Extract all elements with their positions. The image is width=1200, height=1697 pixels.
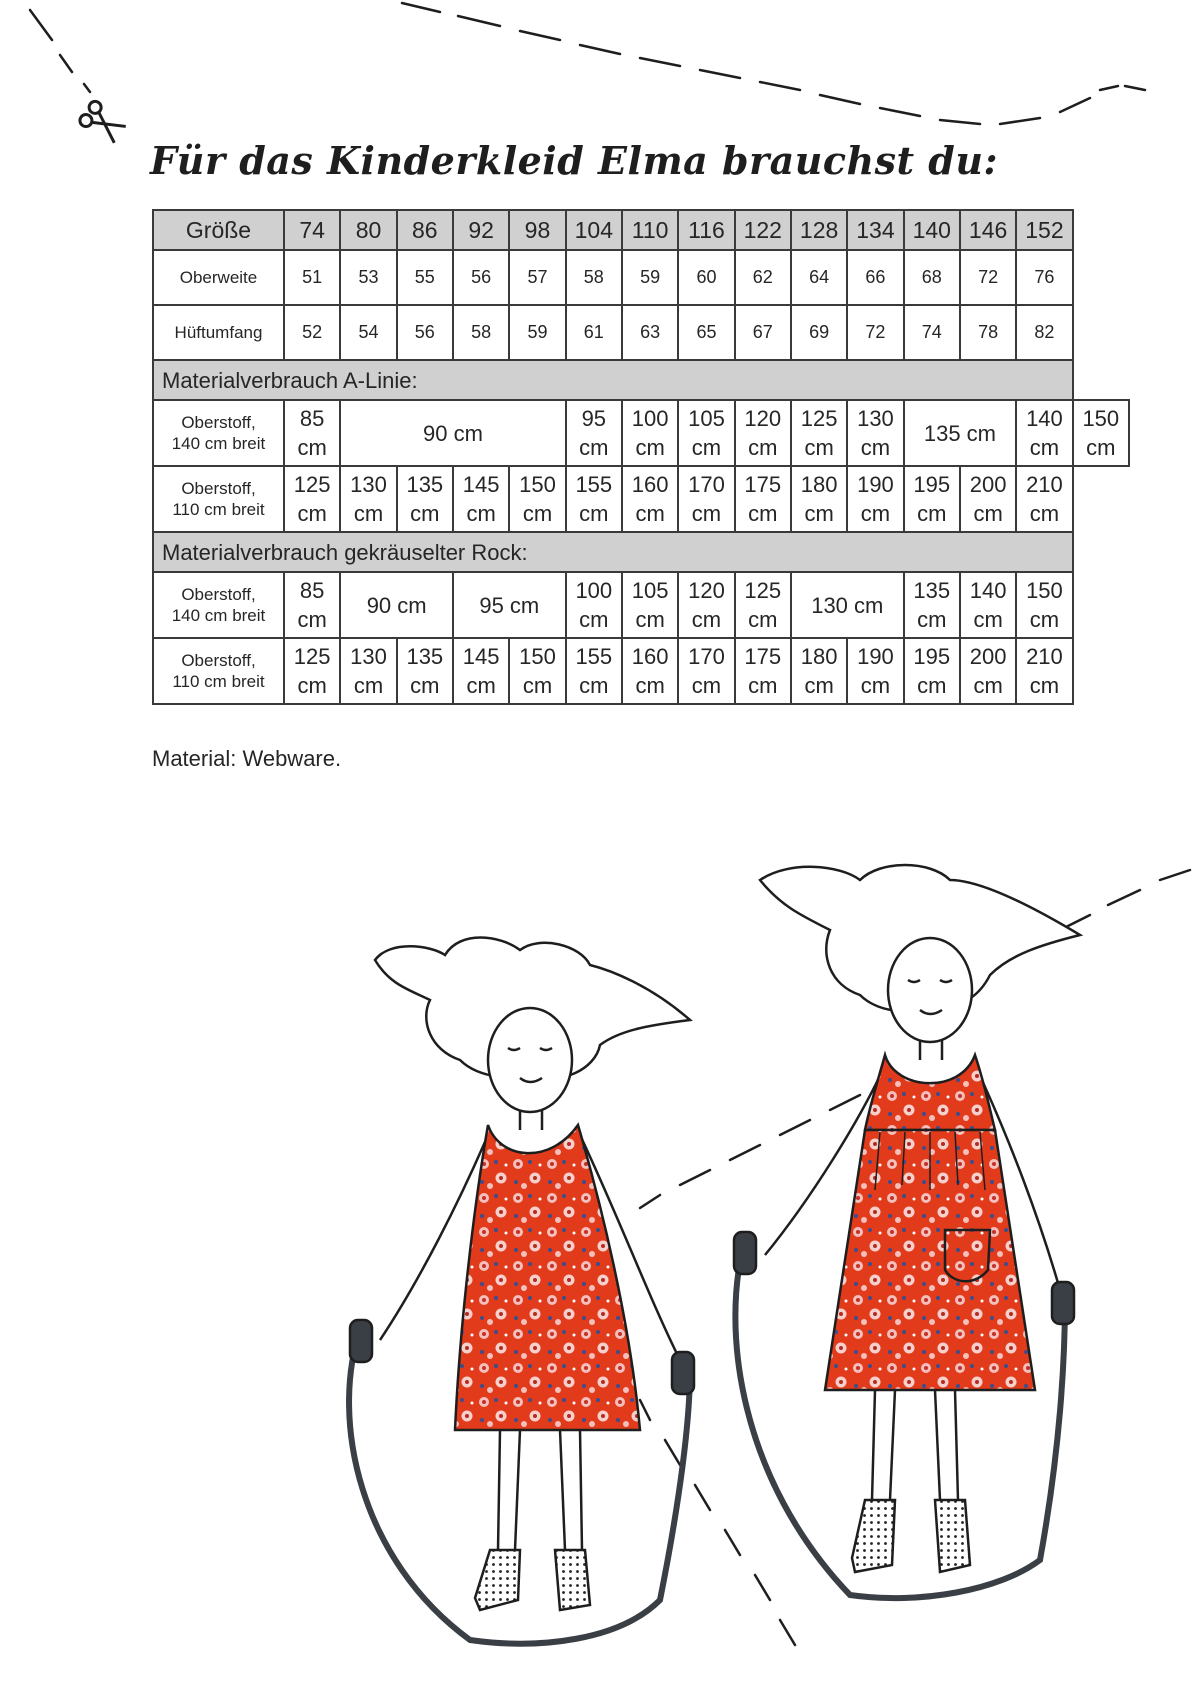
row-label-line: Oberstoff, bbox=[181, 413, 256, 432]
size-header-cell: 98 bbox=[509, 210, 565, 250]
value-cell bbox=[284, 638, 340, 704]
value-cell bbox=[509, 466, 565, 532]
value-cell bbox=[960, 638, 1016, 704]
value-unit: cm bbox=[635, 501, 665, 526]
size-header-cell: 86 bbox=[397, 210, 453, 250]
row-label-line: 110 cm breit bbox=[172, 500, 265, 519]
measurement-cell: 54 bbox=[340, 305, 396, 360]
value-number: 135 bbox=[406, 644, 444, 669]
size-header-row bbox=[153, 210, 1129, 250]
row-label-line: 140 cm breit bbox=[171, 606, 266, 625]
row-label: Oberweite bbox=[153, 250, 284, 305]
measurement-cell: 65 bbox=[678, 305, 734, 360]
value-number: 100 bbox=[575, 578, 613, 603]
row-label bbox=[153, 638, 284, 704]
measurement-cell: 66 bbox=[847, 250, 903, 305]
value-unit: cm bbox=[466, 673, 496, 698]
value-number: 190 bbox=[857, 644, 894, 669]
value-cell bbox=[397, 466, 453, 532]
value-unit: cm bbox=[353, 673, 384, 698]
value-cell bbox=[1016, 638, 1072, 704]
value-unit: cm bbox=[804, 501, 834, 526]
value-cell bbox=[847, 466, 903, 532]
value-number: 140 bbox=[969, 578, 1007, 603]
value-unit: cm bbox=[1029, 607, 1060, 632]
value-number: 180 bbox=[800, 644, 838, 669]
value-number: 200 bbox=[969, 472, 1007, 497]
value-cell bbox=[960, 572, 1016, 638]
value-number: 85 bbox=[299, 578, 325, 603]
value-number: 100 bbox=[631, 406, 669, 431]
value-number: 125 bbox=[800, 406, 838, 431]
value-unit: cm bbox=[917, 673, 947, 698]
value-number: 155 bbox=[575, 472, 613, 497]
value-cell bbox=[284, 466, 340, 532]
value-unit: cm bbox=[748, 501, 778, 526]
value-number: 120 bbox=[744, 406, 782, 431]
section-header-section_b bbox=[153, 532, 1129, 572]
value-cell bbox=[566, 572, 622, 638]
value-text: 90 cm bbox=[423, 420, 483, 446]
value-cell bbox=[678, 572, 734, 638]
value-cell bbox=[566, 400, 622, 466]
value-unit: cm bbox=[917, 501, 947, 526]
value-cell bbox=[904, 638, 960, 704]
value-unit: cm bbox=[635, 435, 665, 460]
value-cell bbox=[904, 572, 960, 638]
value-unit: cm bbox=[973, 607, 1003, 632]
value-cell bbox=[791, 400, 847, 466]
value-cell bbox=[340, 400, 565, 466]
value-number: 140 bbox=[1026, 406, 1063, 431]
value-unit: cm bbox=[579, 673, 609, 698]
value-text: 90 cm bbox=[366, 592, 427, 618]
size-header-cell: 92 bbox=[453, 210, 509, 250]
size-header-cell: 134 bbox=[847, 210, 903, 250]
value-number: 195 bbox=[913, 644, 951, 669]
fabric-row-140 bbox=[153, 572, 1129, 638]
size-header-cell: 110 bbox=[622, 210, 678, 250]
measurement-cell: 58 bbox=[453, 305, 509, 360]
value-cell bbox=[284, 400, 340, 466]
value-number: 130 bbox=[857, 406, 894, 431]
value-number: 170 bbox=[688, 644, 725, 669]
value-cell bbox=[509, 638, 565, 704]
value-unit: cm bbox=[691, 673, 722, 698]
value-cell bbox=[847, 400, 903, 466]
measurement-cell: 78 bbox=[960, 305, 1016, 360]
value-cell bbox=[678, 400, 734, 466]
value-number: 105 bbox=[631, 578, 669, 603]
value-cell bbox=[678, 638, 734, 704]
illustration-girl-gathered-skirt bbox=[734, 865, 1080, 1598]
value-cell bbox=[622, 572, 678, 638]
value-unit: cm bbox=[748, 607, 778, 632]
value-cell bbox=[1016, 572, 1072, 638]
value-cell bbox=[340, 466, 396, 532]
size-label: Größe bbox=[153, 210, 284, 250]
value-cell bbox=[622, 400, 678, 466]
measurement-cell: 64 bbox=[791, 250, 847, 305]
value-number: 210 bbox=[1026, 472, 1063, 497]
measurement-cell: 51 bbox=[284, 250, 340, 305]
value-unit: cm bbox=[748, 435, 778, 460]
size-table bbox=[152, 209, 1130, 705]
measurement-cell: 60 bbox=[678, 250, 734, 305]
value-unit: cm bbox=[691, 435, 722, 460]
value-cell bbox=[678, 466, 734, 532]
value-cell bbox=[453, 466, 509, 532]
value-text: 135 cm bbox=[923, 420, 997, 446]
value-cell bbox=[735, 400, 791, 466]
value-number: 130 bbox=[350, 644, 387, 669]
row-label-line: 140 cm breit bbox=[171, 434, 266, 453]
value-cell bbox=[791, 466, 847, 532]
size-header-cell: 80 bbox=[340, 210, 396, 250]
size-header-cell: 104 bbox=[566, 210, 622, 250]
measurement-cell: 63 bbox=[622, 305, 678, 360]
value-number: 105 bbox=[688, 406, 725, 431]
value-text: 130 cm bbox=[811, 592, 884, 618]
value-unit: cm bbox=[860, 501, 891, 526]
value-unit: cm bbox=[973, 501, 1003, 526]
value-unit: cm bbox=[635, 673, 665, 698]
value-cell bbox=[735, 572, 791, 638]
value-number: 120 bbox=[688, 578, 725, 603]
illustration-girl-a-line bbox=[349, 938, 694, 1644]
value-unit: cm bbox=[691, 501, 722, 526]
measurement-cell: 61 bbox=[566, 305, 622, 360]
value-unit: cm bbox=[410, 673, 440, 698]
value-unit: cm bbox=[297, 673, 327, 698]
fabric-row-110 bbox=[153, 638, 1129, 704]
value-unit: cm bbox=[579, 501, 609, 526]
section-header-section_a bbox=[153, 360, 1129, 400]
value-cell bbox=[397, 638, 453, 704]
row-label-line: Oberstoff, bbox=[181, 585, 256, 604]
value-unit: cm bbox=[353, 501, 384, 526]
value-cell bbox=[622, 466, 678, 532]
page-title: Für das Kinderkleid Elma brauchst du: bbox=[150, 138, 999, 183]
fabric-row-110 bbox=[153, 466, 1129, 532]
measurement-cell: 58 bbox=[566, 250, 622, 305]
value-cell bbox=[904, 400, 1017, 466]
value-cell bbox=[735, 638, 791, 704]
measurement-cell: 82 bbox=[1016, 305, 1072, 360]
value-unit: cm bbox=[635, 607, 665, 632]
measurement-row-hueftumfang bbox=[153, 305, 1129, 360]
value-cell bbox=[1016, 400, 1072, 466]
value-number: 135 bbox=[913, 578, 951, 603]
value-cell bbox=[847, 638, 903, 704]
value-unit: cm bbox=[579, 435, 609, 460]
value-number: 160 bbox=[631, 472, 669, 497]
value-text: 95 cm bbox=[479, 592, 540, 618]
row-label: Hüftumfang bbox=[153, 305, 284, 360]
value-number: 160 bbox=[631, 644, 669, 669]
scissors-icon bbox=[78, 99, 128, 146]
measurement-cell: 59 bbox=[509, 305, 565, 360]
value-number: 135 bbox=[406, 472, 444, 497]
value-unit: cm bbox=[1029, 673, 1060, 698]
measurement-cell: 62 bbox=[735, 250, 791, 305]
value-number: 150 bbox=[519, 644, 556, 669]
value-number: 150 bbox=[1082, 406, 1120, 431]
value-unit: cm bbox=[297, 435, 327, 460]
measurement-cell: 57 bbox=[509, 250, 565, 305]
measurement-cell: 67 bbox=[735, 305, 791, 360]
value-number: 145 bbox=[462, 472, 500, 497]
row-label bbox=[153, 572, 284, 638]
value-number: 150 bbox=[1026, 578, 1063, 603]
row-label-line: Oberstoff, bbox=[181, 651, 256, 670]
measurement-cell: 55 bbox=[397, 250, 453, 305]
measurement-cell: 74 bbox=[904, 305, 960, 360]
value-number: 170 bbox=[688, 472, 725, 497]
measurement-row-oberweite bbox=[153, 250, 1129, 305]
measurement-cell: 59 bbox=[622, 250, 678, 305]
value-cell bbox=[453, 638, 509, 704]
value-cell bbox=[735, 466, 791, 532]
value-number: 200 bbox=[969, 644, 1007, 669]
value-unit: cm bbox=[860, 435, 891, 460]
dashed-diagonal-line bbox=[640, 870, 1190, 1645]
value-cell bbox=[340, 572, 453, 638]
value-unit: cm bbox=[917, 607, 947, 632]
section-title: Materialverbrauch A-Linie: bbox=[153, 360, 1073, 400]
value-unit: cm bbox=[1029, 501, 1060, 526]
fabric-row-140 bbox=[153, 400, 1129, 466]
row-label-line: Oberstoff, bbox=[181, 479, 256, 498]
measurement-cell: 52 bbox=[284, 305, 340, 360]
value-cell bbox=[904, 466, 960, 532]
value-number: 85 bbox=[299, 406, 325, 431]
row-label-line: 110 cm breit bbox=[172, 672, 265, 691]
row-label bbox=[153, 400, 284, 466]
measurement-cell: 56 bbox=[397, 305, 453, 360]
value-cell bbox=[284, 572, 340, 638]
value-unit: cm bbox=[973, 673, 1003, 698]
value-number: 195 bbox=[913, 472, 951, 497]
value-cell bbox=[1073, 400, 1129, 466]
measurement-cell: 76 bbox=[1016, 250, 1072, 305]
value-unit: cm bbox=[522, 501, 553, 526]
value-number: 155 bbox=[575, 644, 613, 669]
value-unit: cm bbox=[297, 607, 327, 632]
value-number: 145 bbox=[462, 644, 500, 669]
size-header-cell: 116 bbox=[678, 210, 734, 250]
size-header-cell: 140 bbox=[904, 210, 960, 250]
value-number: 130 bbox=[350, 472, 387, 497]
section-title: Materialverbrauch gekräuselter Rock: bbox=[153, 532, 1073, 572]
size-header-cell: 122 bbox=[735, 210, 791, 250]
measurement-cell: 68 bbox=[904, 250, 960, 305]
value-unit: cm bbox=[804, 673, 834, 698]
value-number: 175 bbox=[744, 472, 782, 497]
size-header-cell: 152 bbox=[1016, 210, 1072, 250]
value-unit: cm bbox=[860, 673, 891, 698]
value-number: 125 bbox=[293, 644, 331, 669]
value-number: 95 bbox=[581, 406, 607, 431]
value-cell bbox=[453, 572, 566, 638]
value-unit: cm bbox=[579, 607, 609, 632]
value-cell bbox=[340, 638, 396, 704]
value-unit: cm bbox=[297, 501, 327, 526]
measurement-cell: 72 bbox=[960, 250, 1016, 305]
value-unit: cm bbox=[522, 673, 553, 698]
size-header-cell: 128 bbox=[791, 210, 847, 250]
dashed-cut-line bbox=[30, 3, 1145, 124]
value-number: 125 bbox=[293, 472, 331, 497]
size-header-cell: 146 bbox=[960, 210, 1016, 250]
value-cell bbox=[1016, 466, 1072, 532]
value-cell bbox=[566, 638, 622, 704]
value-unit: cm bbox=[1086, 435, 1116, 460]
value-number: 190 bbox=[857, 472, 894, 497]
value-number: 150 bbox=[519, 472, 556, 497]
material-note: Material: Webware. bbox=[152, 746, 342, 771]
value-number: 125 bbox=[744, 578, 782, 603]
value-cell bbox=[791, 572, 904, 638]
value-unit: cm bbox=[466, 501, 496, 526]
value-unit: cm bbox=[691, 607, 722, 632]
value-cell bbox=[791, 638, 847, 704]
value-unit: cm bbox=[804, 435, 834, 460]
row-label bbox=[153, 466, 284, 532]
value-cell bbox=[566, 466, 622, 532]
size-header-cell: 74 bbox=[284, 210, 340, 250]
measurement-cell: 56 bbox=[453, 250, 509, 305]
value-number: 210 bbox=[1026, 644, 1063, 669]
measurement-cell: 53 bbox=[340, 250, 396, 305]
value-unit: cm bbox=[410, 501, 440, 526]
value-cell bbox=[622, 638, 678, 704]
measurement-cell: 69 bbox=[791, 305, 847, 360]
measurement-cell: 72 bbox=[847, 305, 903, 360]
value-cell bbox=[960, 466, 1016, 532]
value-number: 175 bbox=[744, 644, 782, 669]
value-unit: cm bbox=[1029, 435, 1060, 460]
value-unit: cm bbox=[748, 673, 778, 698]
value-number: 180 bbox=[800, 472, 838, 497]
